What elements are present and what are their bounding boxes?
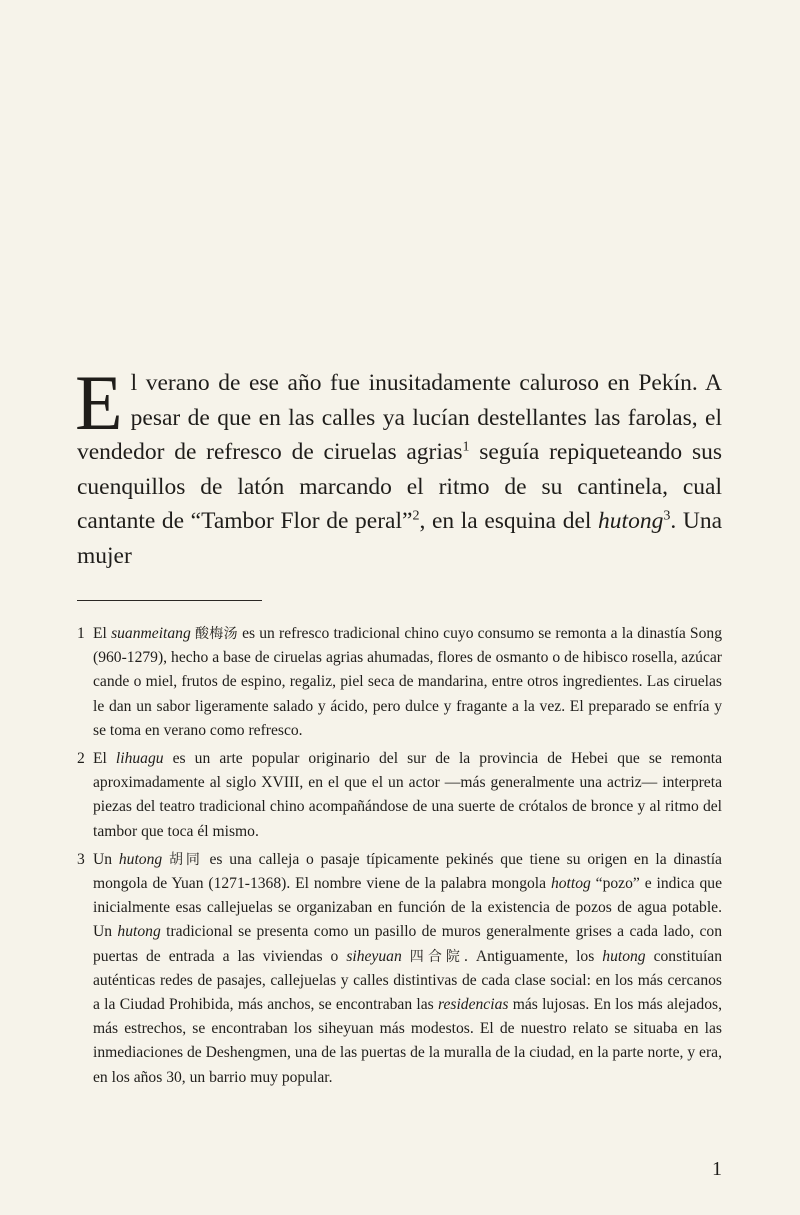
text-run: “pozo” e indica que inicialmente esas callejuelas se organizaban en función de la existencia de pozos de agua potable. Un (93, 875, 722, 941)
text-run: El (93, 750, 116, 768)
text-run: El (93, 625, 112, 642)
footnote-number: 1 (77, 625, 85, 642)
footnote-number: 2 (77, 750, 85, 768)
chinese-characters: 胡同 (168, 851, 203, 868)
italic-term: hutong (602, 947, 646, 965)
italic-term: hutong (598, 508, 664, 534)
body-text (75, 359, 723, 573)
italic-term: lihuagu (115, 750, 164, 768)
italic-term: hutong (118, 850, 163, 868)
drop-cap: E (75, 359, 123, 446)
text-run: . Una mujer (77, 508, 723, 569)
footnote-separator (77, 600, 262, 601)
italic-term: hutong (117, 923, 161, 941)
text-run: es una calleja o pasaje típicamente pekinés que tiene su origen en la dinastía mongola de Yuan (1271-1368). El nombre viene de la palabra mongola (93, 850, 722, 893)
text-run: es un arte popular originario del sur de la provincia de Hebei que se remonta aproximadamente al siglo XVIII, en el que el un actor —más generalmente una actriz— interpreta piezas del teatro tradicional chino acompañándose de una suerte de crótalos de bronce y al ritmo del tambor que toca él mismo. (93, 750, 722, 840)
text-run: constituían auténticas redes de pasajes, callejuelas y calles distintivas de cada clase social: en los más cercanos a la Ciudad Prohibida, más anchos, se encontraban las (93, 947, 723, 1014)
italic-term: hottog (550, 875, 591, 893)
footnote-ref: 1 (462, 438, 470, 455)
footnote-3 (77, 848, 722, 1090)
text-run: seguía repiqueteando sus cuenquillos de latón marcando el ritmo de su cantinela, cual cantante de “Tambor Flor de peral” (77, 439, 722, 534)
text-run: , en la esquina del (419, 508, 599, 534)
chinese-characters: 四合院 (409, 948, 464, 965)
chinese-characters: 酸梅汤 (194, 626, 238, 642)
footnote-ref: 2 (412, 507, 420, 524)
text-run: Un (93, 850, 119, 868)
page-number: 1 (712, 1158, 722, 1180)
footnote-ref: 3 (663, 507, 671, 524)
footnotes (77, 622, 722, 1094)
footnote-1 (77, 622, 722, 743)
italic-term: siheyuan (346, 947, 402, 965)
footnote-number: 3 (77, 850, 85, 868)
text-run: es un refresco tradicional chino cuyo consumo se remonta a la dinastía Song (960-1279), hecho a base de ciruelas agrias ahumadas, flores de osmanto o de hibisco rosella, azúcar cande o miel, frutos de espino, regaliz, piel seca de mandarina, entre otros ingredientes. Las ciruelas le dan un sabor ligeramente salado y ácido, pero dulce y fragante a la vez. El preparado se enfría y se toma en verano como refresco. (93, 625, 722, 739)
opening-paragraph (75, 359, 723, 573)
text-run: . Antiguamente, los (463, 947, 603, 965)
text-run: tradicional se presenta como un pasillo de muros generalmente grises a cada lado, con puertas de entrada a las viviendas o (93, 923, 722, 965)
italic-term: suanmeitang (111, 625, 191, 642)
italic-term: residencias (437, 996, 509, 1014)
footnote-2 (77, 747, 722, 844)
text-run: l verano de ese año fue inusitadamente caluroso en Pekín. A pesar de que en las calles ya lucían destellantes las farolas, el vendedor de refresco de ciruelas agrias (77, 370, 722, 465)
text-run: más lujosas. En los más alejados, más estrechos, se encontraban los siheyuan más modestos. El de nuestro relato se situaba en las inmediaciones de Deshengmen, una de las puertas de la muralla de la ciudad, en la parte norte, y era, en los años 30, un barrio muy popular. (93, 996, 722, 1086)
